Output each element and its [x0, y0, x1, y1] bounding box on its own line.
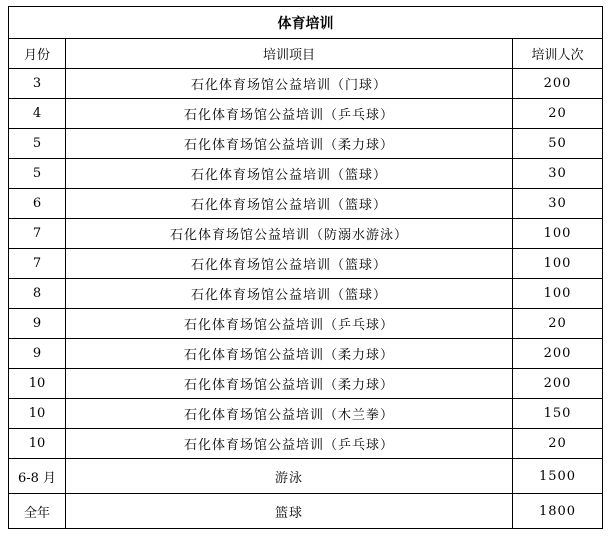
cell-month: 4 — [9, 99, 66, 129]
header-project: 培训项目 — [66, 39, 513, 69]
table-header-row — [9, 39, 603, 69]
cell-project: 石化体育场馆公益培训（乒乓球） — [66, 309, 513, 339]
cell-month: 3 — [9, 69, 66, 99]
cell-count: 100 — [513, 219, 603, 249]
cell-count: 200 — [513, 339, 603, 369]
cell-project: 石化体育场馆公益培训（柔力球） — [66, 369, 513, 399]
table-row — [9, 399, 603, 429]
cell-project: 石化体育场馆公益培训（篮球） — [66, 159, 513, 189]
table-row — [9, 369, 603, 399]
cell-count: 30 — [513, 189, 603, 219]
header-month: 月份 — [9, 39, 66, 69]
table-row — [9, 339, 603, 369]
table-row — [9, 279, 603, 309]
cell-project: 石化体育场馆公益培训（防溺水游泳） — [66, 219, 513, 249]
cell-month: 9 — [9, 339, 66, 369]
table-row — [9, 249, 603, 279]
table-row — [9, 159, 603, 189]
header-count: 培训人次 — [513, 39, 603, 69]
table-row — [9, 99, 603, 129]
cell-count: 150 — [513, 399, 603, 429]
cell-count: 1500 — [513, 459, 603, 494]
cell-month: 10 — [9, 399, 66, 429]
cell-month: 8 — [9, 279, 66, 309]
cell-count: 200 — [513, 69, 603, 99]
cell-count: 50 — [513, 129, 603, 159]
table-title-row — [9, 7, 603, 39]
table-row — [9, 309, 603, 339]
table-row — [9, 69, 603, 99]
cell-month: 全年 — [9, 494, 66, 529]
table-row — [9, 189, 603, 219]
cell-month: 10 — [9, 429, 66, 459]
table-row — [9, 429, 603, 459]
cell-project: 石化体育场馆公益培训（篮球） — [66, 249, 513, 279]
table-row — [9, 129, 603, 159]
table-row — [9, 219, 603, 249]
cell-project: 游泳 — [66, 459, 513, 494]
table-title: 体育培训 — [9, 7, 603, 39]
cell-project: 石化体育场馆公益培训（篮球） — [66, 279, 513, 309]
cell-count: 1800 — [513, 494, 603, 529]
cell-count: 20 — [513, 429, 603, 459]
table-row — [9, 459, 603, 494]
cell-month: 7 — [9, 219, 66, 249]
cell-month: 10 — [9, 369, 66, 399]
table-row — [9, 494, 603, 529]
cell-count: 20 — [513, 309, 603, 339]
cell-project: 石化体育场馆公益培训（柔力球） — [66, 339, 513, 369]
cell-month: 6-8 月 — [9, 459, 66, 494]
cell-month: 9 — [9, 309, 66, 339]
cell-count: 100 — [513, 249, 603, 279]
cell-month: 5 — [9, 129, 66, 159]
cell-project: 篮球 — [66, 494, 513, 529]
cell-project: 石化体育场馆公益培训（木兰拳） — [66, 399, 513, 429]
cell-project: 石化体育场馆公益培训（篮球） — [66, 189, 513, 219]
cell-project: 石化体育场馆公益培训（乒乓球） — [66, 429, 513, 459]
cell-project: 石化体育场馆公益培训（门球） — [66, 69, 513, 99]
cell-project: 石化体育场馆公益培训（乒乓球） — [66, 99, 513, 129]
cell-count: 20 — [513, 99, 603, 129]
cell-project: 石化体育场馆公益培训（柔力球） — [66, 129, 513, 159]
training-table — [8, 6, 603, 529]
cell-month: 5 — [9, 159, 66, 189]
cell-month: 6 — [9, 189, 66, 219]
cell-month: 7 — [9, 249, 66, 279]
cell-count: 200 — [513, 369, 603, 399]
cell-count: 30 — [513, 159, 603, 189]
cell-count: 100 — [513, 279, 603, 309]
